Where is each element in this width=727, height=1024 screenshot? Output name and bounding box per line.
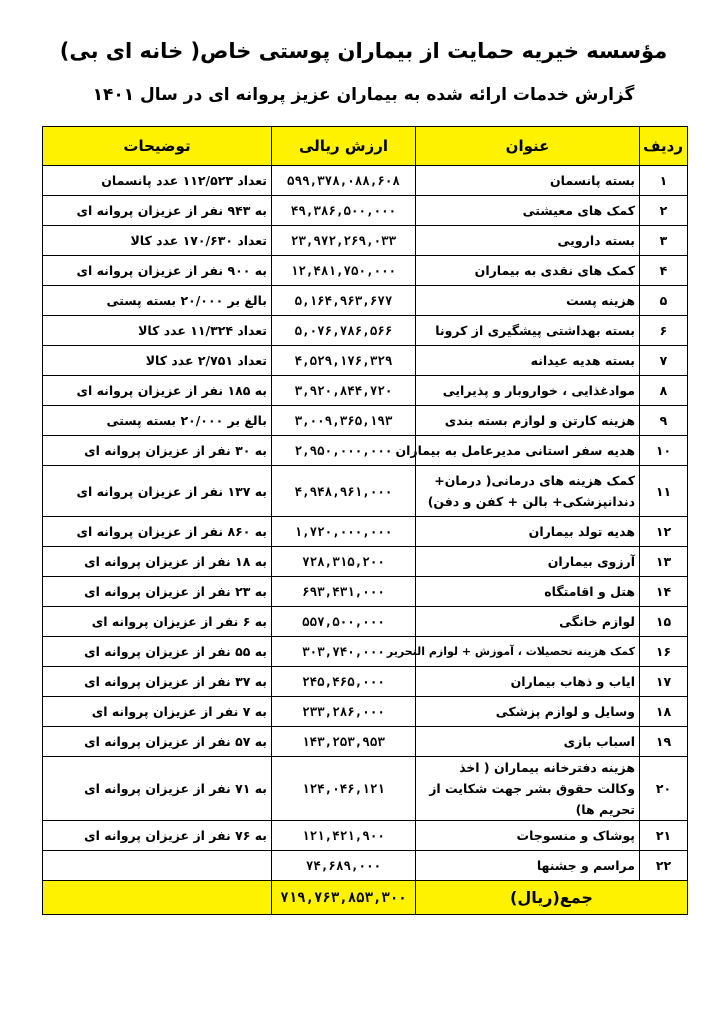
row-value: ۴۹,۳۸۶,۵۰۰,۰۰۰ — [272, 196, 416, 226]
row-desc — [43, 851, 272, 881]
table-row — [43, 466, 688, 517]
row-desc: بالغ بر ۲۰/۰۰۰ بسته پستی — [43, 406, 272, 436]
table-row — [43, 637, 688, 667]
row-value: ۲۳,۹۷۲,۲۶۹,۰۳۳ — [272, 226, 416, 256]
row-desc: به ۸۶۰ نفر از عزیزان پروانه ای — [43, 517, 272, 547]
row-index: ۲۱ — [640, 821, 688, 851]
row-title: بسته دارویی — [416, 226, 640, 256]
row-desc: به ۱۸ نفر از عزیزان پروانه ای — [43, 547, 272, 577]
row-index: ۱۱ — [640, 466, 688, 517]
row-title: کمک های معیشتی — [416, 196, 640, 226]
row-index: ۳ — [640, 226, 688, 256]
row-title: هزینه دفترخانه بیماران ( اخذ وکالت حقوق بشر جهت شکایت از تحریم ها) — [416, 757, 640, 821]
row-index: ۱۸ — [640, 697, 688, 727]
row-desc: تعداد ۲/۷۵۱ عدد کالا — [43, 346, 272, 376]
table-row — [43, 196, 688, 226]
row-desc: به ۳۰ نفر از عزیزان پروانه ای — [43, 436, 272, 466]
table-row — [43, 436, 688, 466]
table-row — [43, 667, 688, 697]
table-row — [43, 757, 688, 821]
row-title: هتل و اقامتگاه — [416, 577, 640, 607]
row-value: ۵۵۷,۵۰۰,۰۰۰ — [272, 607, 416, 637]
total-label: جمع(ریال) — [416, 881, 688, 915]
row-index: ۱۵ — [640, 607, 688, 637]
row-title: کمک هزینه های درمانی( درمان+ دندانپزشکی+ بالن + کفن و دفن) — [416, 466, 640, 517]
row-desc: به ۷۶ نفر از عزیزان پروانه ای — [43, 821, 272, 851]
page-title: مؤسسه خیریه حمایت از بیماران پوستی خاص( خانه ای بی) — [59, 39, 668, 63]
row-index: ۵ — [640, 286, 688, 316]
row-value: ۳۰۳,۷۴۰,۰۰۰ — [272, 637, 416, 667]
row-title: کمک هزینه تحصیلات ، آموزش + لوازم التحریر — [416, 637, 640, 667]
row-index: ۹ — [640, 406, 688, 436]
row-title: موادغذایی ، خواروبار و پذیرایی — [416, 376, 640, 406]
row-value: ۵,۰۷۶,۷۸۶,۵۶۶ — [272, 316, 416, 346]
row-index: ۲۲ — [640, 851, 688, 881]
row-title: هدیه سفر استانی مدیرعامل به بیماران — [416, 436, 640, 466]
row-title: لوازم خانگی — [416, 607, 640, 637]
table-row — [43, 346, 688, 376]
row-index: ۲۰ — [640, 757, 688, 821]
row-title: پوشاک و منسوجات — [416, 821, 640, 851]
row-index: ۸ — [640, 376, 688, 406]
row-value: ۱۲۱,۴۲۱,۹۰۰ — [272, 821, 416, 851]
row-index: ۱۹ — [640, 727, 688, 757]
row-index: ۱ — [640, 166, 688, 196]
row-value: ۶۹۳,۴۳۱,۰۰۰ — [272, 577, 416, 607]
row-title: بسته پانسمان — [416, 166, 640, 196]
row-title: وسایل و لوازم پزشکی — [416, 697, 640, 727]
row-desc: تعداد ۱۱/۳۲۴ عدد کالا — [43, 316, 272, 346]
row-title: کمک های نقدی به بیماران — [416, 256, 640, 286]
row-title: هزینه پست — [416, 286, 640, 316]
header-index: ردیف — [640, 127, 688, 166]
row-value: ۴,۵۲۹,۱۷۶,۳۲۹ — [272, 346, 416, 376]
table-row — [43, 517, 688, 547]
table-row — [43, 577, 688, 607]
row-value: ۵,۱۶۴,۹۶۳,۶۷۷ — [272, 286, 416, 316]
header-value: ارزش ریالی — [272, 127, 416, 166]
row-value: ۱۲,۴۸۱,۷۵۰,۰۰۰ — [272, 256, 416, 286]
row-desc: به ۹۰۰ نفر از عزیزان پروانه ای — [43, 256, 272, 286]
row-index: ۴ — [640, 256, 688, 286]
row-value: ۱,۷۲۰,۰۰۰,۰۰۰ — [272, 517, 416, 547]
row-value: ۲,۹۵۰,۰۰۰,۰۰۰ — [272, 436, 416, 466]
table-row — [43, 226, 688, 256]
row-desc: به ۷ نفر از عزیزان پروانه ای — [43, 697, 272, 727]
row-index: ۶ — [640, 316, 688, 346]
row-value: ۷۲۸,۳۱۵,۲۰۰ — [272, 547, 416, 577]
table-row — [43, 166, 688, 196]
table-row — [43, 727, 688, 757]
row-index: ۲ — [640, 196, 688, 226]
row-desc: به ۹۴۳ نفر از عزیزان پروانه ای — [43, 196, 272, 226]
row-value: ۴,۹۴۸,۹۶۱,۰۰۰ — [272, 466, 416, 517]
row-title: بسته بهداشتی پیشگیری از کرونا — [416, 316, 640, 346]
row-index: ۷ — [640, 346, 688, 376]
row-value: ۳,۹۲۰,۸۴۴,۷۲۰ — [272, 376, 416, 406]
row-title: هزینه کارتن و لوازم بسته بندی — [416, 406, 640, 436]
total-value: ۷۱۹,۷۶۳,۸۵۳,۳۰۰ — [272, 881, 416, 915]
row-index: ۱۰ — [640, 436, 688, 466]
table-row — [43, 821, 688, 851]
total-desc-empty — [43, 881, 272, 915]
row-title: مراسم و جشنها — [416, 851, 640, 881]
row-desc: به ۷۱ نفر از عزیزان پروانه ای — [43, 757, 272, 821]
table-row — [43, 256, 688, 286]
header-desc: توضیحات — [43, 127, 272, 166]
row-desc: به ۱۸۵ نفر از عزیزان پروانه ای — [43, 376, 272, 406]
row-title: اسباب بازی — [416, 727, 640, 757]
row-desc: به ۳۷ نفر از عزیزان پروانه ای — [43, 667, 272, 697]
row-title: هدیه تولد بیماران — [416, 517, 640, 547]
row-desc: به ۵۵ نفر از عزیزان پروانه ای — [43, 637, 272, 667]
table-row — [43, 607, 688, 637]
row-desc: به ۱۳۷ نفر از عزیزان پروانه ای — [43, 466, 272, 517]
header-title: عنوان — [416, 127, 640, 166]
services-table — [42, 126, 688, 915]
row-value: ۲۴۵,۴۶۵,۰۰۰ — [272, 667, 416, 697]
page-subtitle: گزارش خدمات ارائه شده به بیماران عزیز پروانه ای در سال ۱۴۰۱ — [92, 85, 635, 105]
row-desc: تعداد ۱۷۰/۶۳۰ عدد کالا — [43, 226, 272, 256]
total-row — [43, 881, 688, 915]
row-index: ۱۳ — [640, 547, 688, 577]
table-row — [43, 547, 688, 577]
row-desc: به ۲۳ نفر از عزیزان پروانه ای — [43, 577, 272, 607]
table-row — [43, 406, 688, 436]
row-title: بسته هدیه عیدانه — [416, 346, 640, 376]
row-value: ۷۴,۶۸۹,۰۰۰ — [272, 851, 416, 881]
row-title: آرزوی بیماران — [416, 547, 640, 577]
row-title: ایاب و ذهاب بیماران — [416, 667, 640, 697]
table-row — [43, 697, 688, 727]
table-row — [43, 316, 688, 346]
row-value: ۱۲۴,۰۴۶,۱۲۱ — [272, 757, 416, 821]
row-value: ۱۴۳,۲۵۳,۹۵۳ — [272, 727, 416, 757]
row-value: ۳,۰۰۹,۳۶۵,۱۹۳ — [272, 406, 416, 436]
table-row — [43, 376, 688, 406]
row-desc: بالغ بر ۲۰/۰۰۰ بسته پستی — [43, 286, 272, 316]
table-row — [43, 286, 688, 316]
row-value: ۵۹۹,۳۷۸,۰۸۸,۶۰۸ — [272, 166, 416, 196]
row-desc: تعداد ۱۱۲/۵۲۳ عدد پانسمان — [43, 166, 272, 196]
table-row — [43, 851, 688, 881]
row-index: ۱۷ — [640, 667, 688, 697]
row-index: ۱۲ — [640, 517, 688, 547]
table-header-row — [43, 127, 688, 166]
row-desc: به ۵۷ نفر از عزیزان پروانه ای — [43, 727, 272, 757]
row-index: ۱۶ — [640, 637, 688, 667]
row-index: ۱۴ — [640, 577, 688, 607]
row-desc: به ۶ نفر از عزیزان پروانه ای — [43, 607, 272, 637]
row-value: ۲۳۳,۲۸۶,۰۰۰ — [272, 697, 416, 727]
